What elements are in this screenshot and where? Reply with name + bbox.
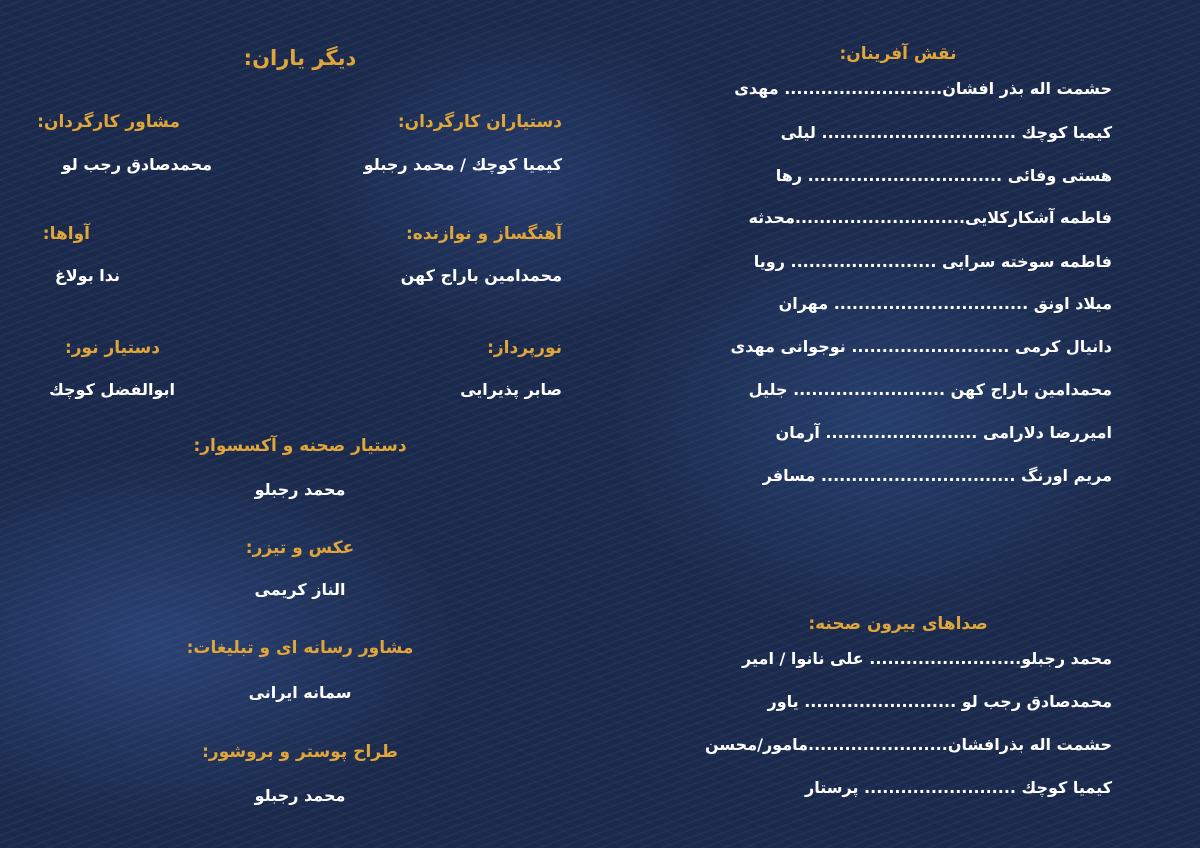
media-advisor-label: مشاور رسانه ای و تبلیغات: bbox=[186, 638, 414, 658]
vocals-value: ندا بولاغ bbox=[54, 266, 120, 285]
director-advisor-label: مشاور کارگردان: bbox=[37, 112, 180, 132]
assistant-directors-label: دستیاران کارگردان: bbox=[397, 112, 562, 132]
offstage-row: محمد رجبلو......................... علی نانوا / امیر bbox=[742, 649, 1112, 668]
cast-row: هستی وفائی ................................ رها bbox=[775, 166, 1112, 185]
cast-row: امیررضا دلارامی ......................... آرمان bbox=[775, 423, 1112, 442]
cast-row: فاطمه آشکارکلایی............................محدثه bbox=[748, 208, 1112, 227]
cast-row: فاطمه سوخته سرایی ........................ رویا bbox=[753, 252, 1112, 271]
poster-designer-label: طراح پوستر و بروشور: bbox=[202, 742, 398, 762]
offstage-heading: صداهای بیرون صحنه: bbox=[808, 614, 988, 634]
lighting-label: نورپرداز: bbox=[487, 338, 562, 358]
lighting-assistant-value: ابوالفضل کوچك bbox=[49, 380, 175, 399]
crew-heading: دیگر یاران: bbox=[243, 46, 357, 70]
cast-row: دانیال کرمی .......................... نوجوانی مهدی bbox=[730, 337, 1112, 356]
poster-designer-value: محمد رجبلو bbox=[254, 786, 346, 805]
stage-assistant-value: محمد رجبلو bbox=[254, 480, 346, 499]
cast-row: مریم اورنگ ................................ مسافر bbox=[762, 466, 1112, 485]
offstage-row: حشمت اله بذرافشان.......................مامور/محسن bbox=[705, 735, 1112, 754]
lighting-assistant-label: دستیار نور: bbox=[64, 338, 160, 358]
composer-label: آهنگساز و نوازنده: bbox=[405, 224, 562, 244]
lighting-value: صابر پذیرایی bbox=[460, 380, 562, 399]
photo-teaser-value: الناز کریمی bbox=[254, 580, 346, 599]
stage-assistant-label: دستیار صحنه و آکسسوار: bbox=[193, 436, 407, 456]
director-advisor-value: محمدصادق رجب لو bbox=[61, 155, 212, 174]
assistant-directors-value: کیمیا کوچك / محمد رجبلو bbox=[363, 155, 562, 174]
media-advisor-value: سمانه ایرانی bbox=[248, 683, 352, 702]
cast-row: حشمت اله بذر افشان.......................... مهدی bbox=[734, 79, 1112, 98]
photo-teaser-label: عکس و تیزر: bbox=[245, 538, 355, 558]
offstage-row: محمدصادق رجب لو ......................... یاور bbox=[767, 692, 1112, 711]
cast-row: محمدامین باراج کهن ......................... جلیل bbox=[748, 380, 1112, 399]
composer-value: محمدامین باراج کهن bbox=[400, 266, 562, 285]
vocals-label: آواها: bbox=[42, 224, 90, 244]
cast-row: کیمیا کوچك ................................ لیلی bbox=[780, 123, 1112, 142]
cast-row: میلاد اونق ................................ مهران bbox=[778, 294, 1112, 313]
cast-heading: نقش آفرینان: bbox=[839, 44, 957, 64]
offstage-row: کیمیا کوچك ......................... پرستار bbox=[805, 778, 1112, 797]
